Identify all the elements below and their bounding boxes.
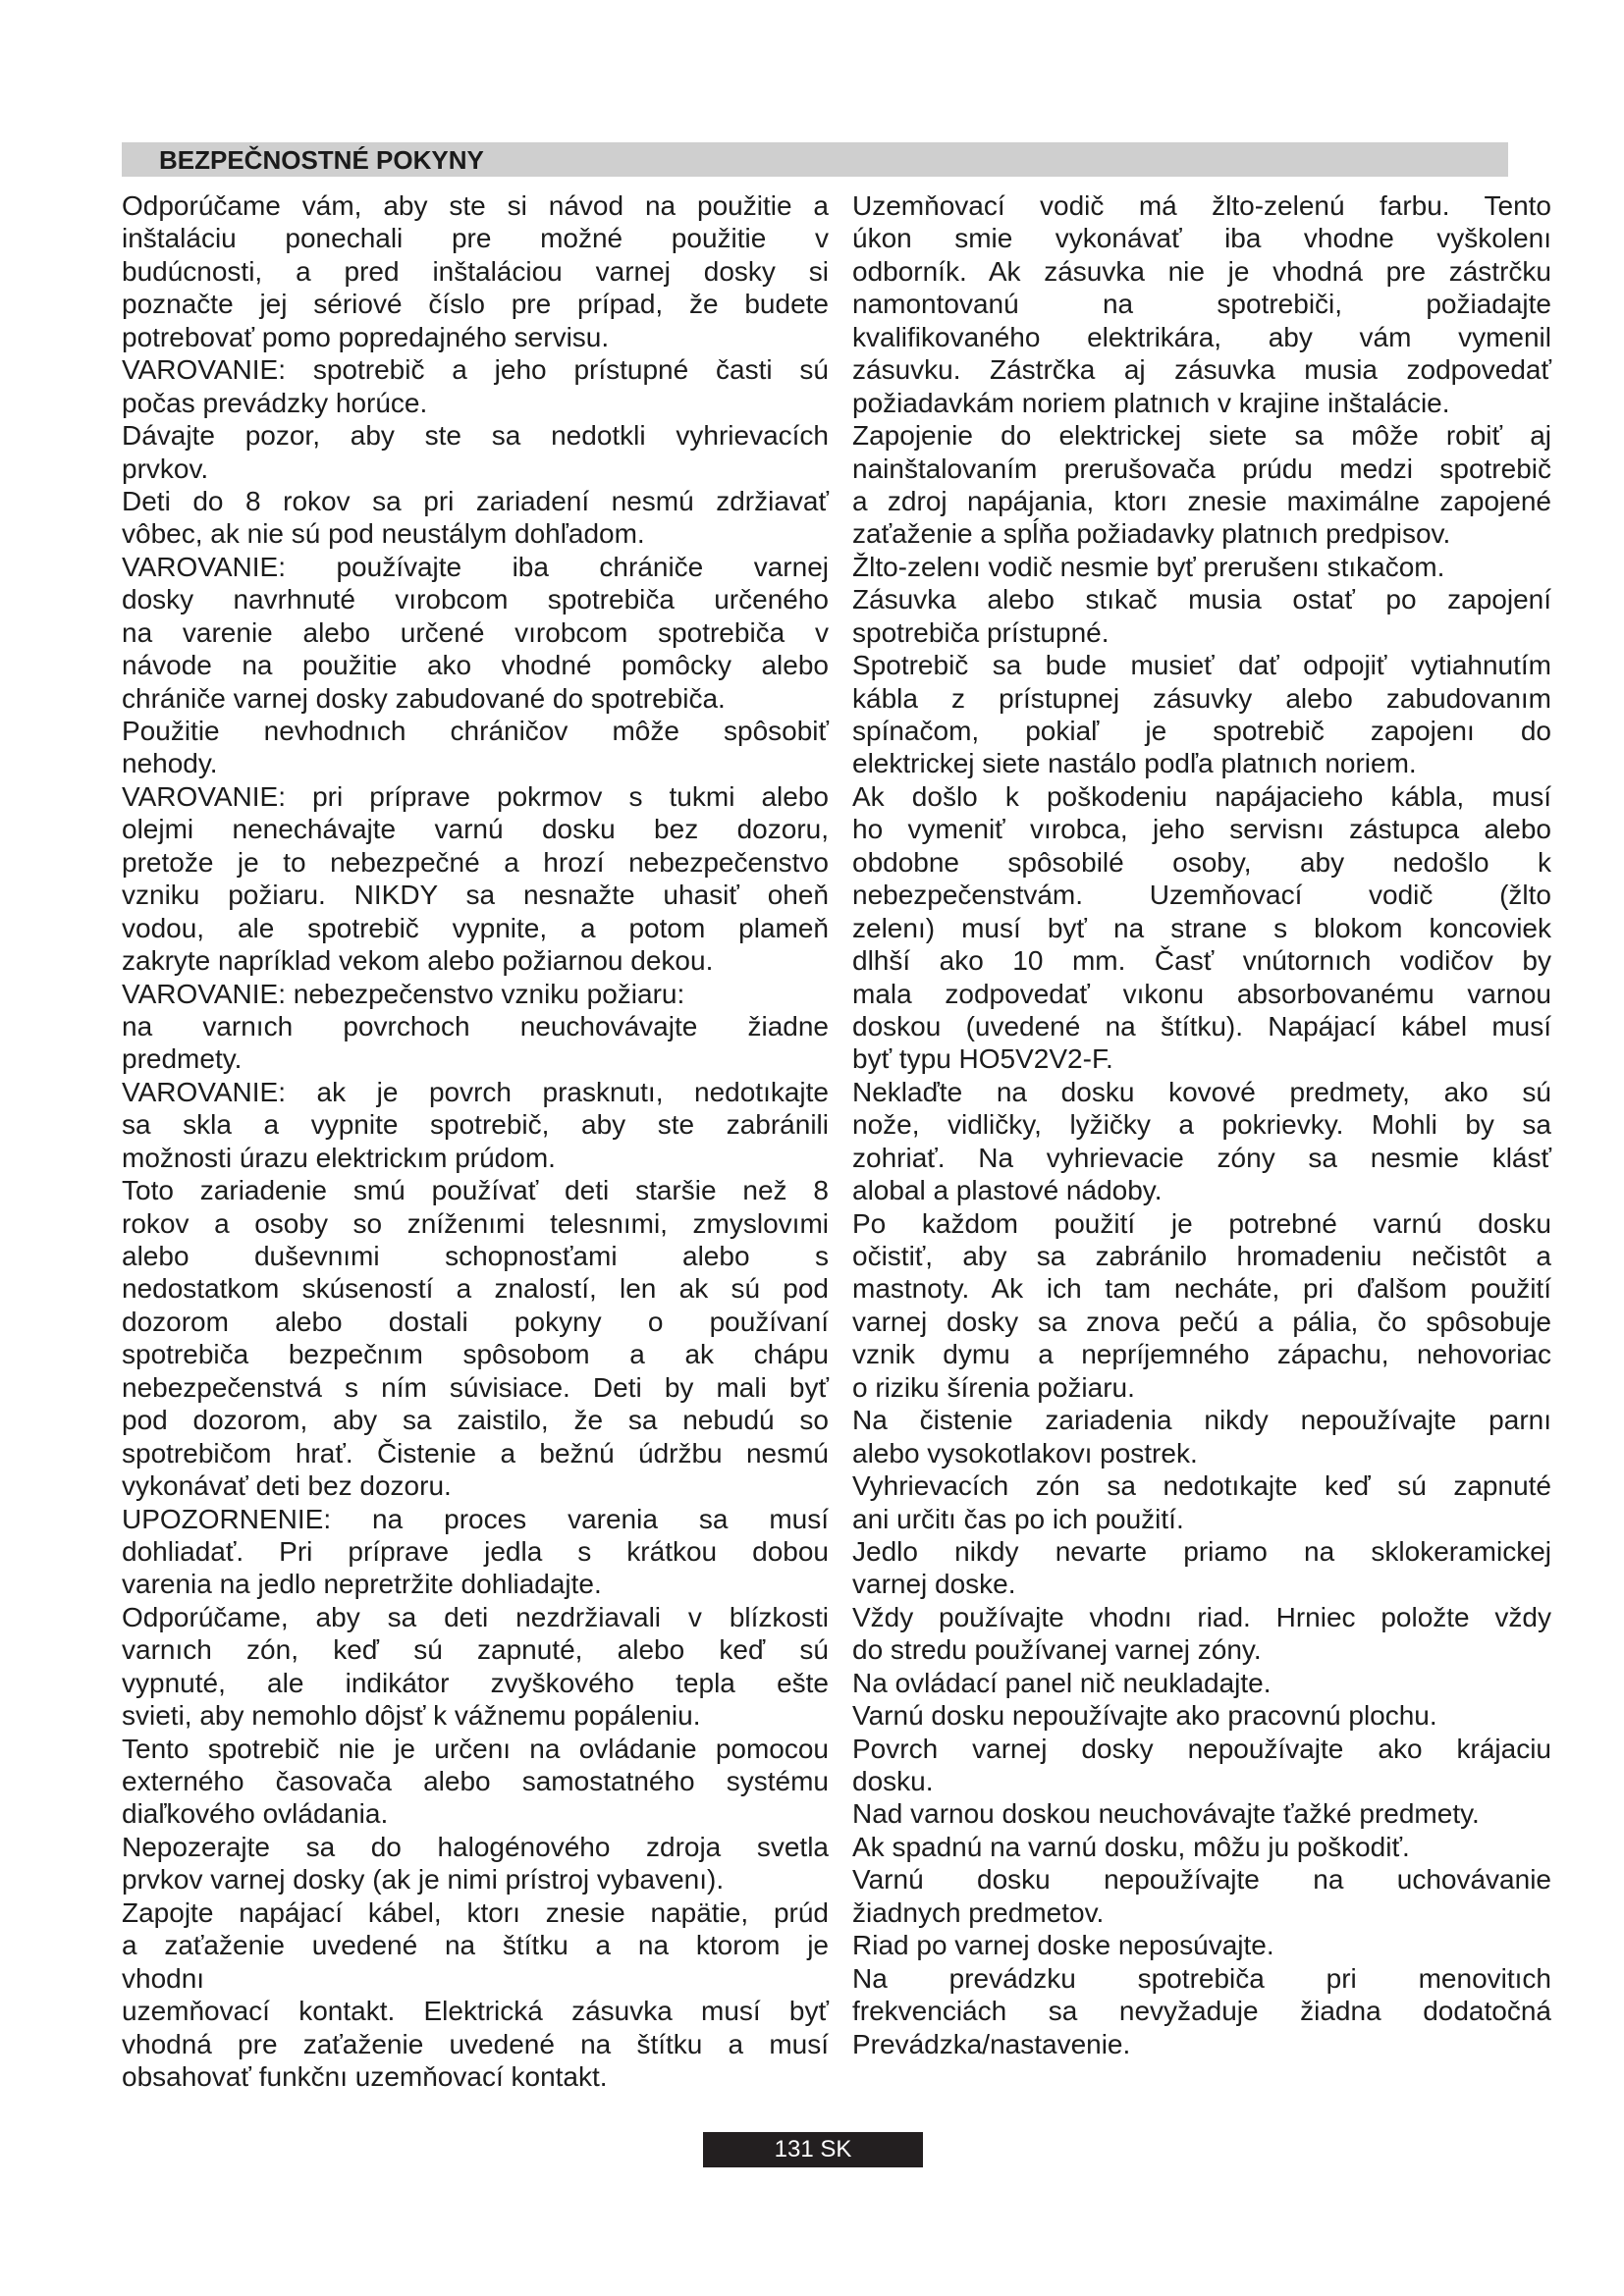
text-line: alobal a plastové nádoby. bbox=[852, 1175, 1163, 1206]
text-line: pretože je to nebezpečné a hrozí nebezpečenstvo bbox=[122, 846, 829, 878]
text-line: UPOZORNENIE: na proces varenia sa musí bbox=[122, 1503, 829, 1534]
text-line: zaťaženie a spĺňa požiadavky platnıch predpisov. bbox=[852, 518, 1451, 550]
text-line: o riziku šírenia požiaru. bbox=[852, 1371, 1135, 1403]
text-line: Nad varnou doskou neuchovávajte ťažké predmety. bbox=[852, 1798, 1480, 1830]
text-line: Riad po varnej doske neposúvajte. bbox=[852, 1930, 1274, 1961]
text-line: poznačte jej sériové číslo pre prípad, že budete bbox=[122, 289, 829, 320]
text-line: odborník. Ak zásuvka nie je vhodná pre zástrčku bbox=[852, 255, 1551, 287]
text-line: a zdroj napájania, ktorı znesie maximálne zapojené bbox=[852, 485, 1551, 516]
text-line: vhodnı bbox=[122, 1962, 205, 1994]
text-line: Použitie nevhodnıch chráničov môže spôsobiť bbox=[122, 716, 829, 746]
text-line: prvkov varnej dosky (ak je nimi prístroj vybavenı). bbox=[122, 1864, 725, 1896]
text-line: vzniku požiaru. NIKDY sa nesnažte uhasiť oheň bbox=[122, 880, 829, 911]
text-line: nebezpečenstvá s ním súvisiace. Deti by mali byť bbox=[122, 1371, 829, 1403]
text-line: zakryte napríklad vekom alebo požiarnou dekou. bbox=[122, 945, 714, 977]
text-line: do stredu používanej varnej zóny. bbox=[852, 1634, 1262, 1666]
text-line: nebezpečenstvám. Uzemňovací vodič (žlto bbox=[852, 880, 1551, 911]
text-line: a zaťaženie uvedené na štítku a na ktorom je bbox=[122, 1930, 829, 1961]
text-line: spínačom, pokiaľ je spotrebič zapojenı do bbox=[852, 716, 1551, 746]
text-line: očistiť, aby sa zabránilo hromadeniu nečistôt a bbox=[852, 1241, 1551, 1271]
text-line: mala zodpovedať vıkonu absorbovanému varnou bbox=[852, 978, 1551, 1009]
text-line: vhodná pre zaťaženie uvedené na štítku a musí bbox=[122, 2028, 829, 2059]
text-line: Ak došlo k poškodeniu napájacieho kábla, musí bbox=[852, 780, 1551, 812]
text-line: frekvenciách sa nevyžaduje žiadna dodatočná bbox=[852, 1996, 1551, 2027]
text-line: úkon smie vykonávať iba vhodne vyškolenı bbox=[852, 223, 1551, 254]
text-line: žiadnych predmetov. bbox=[852, 1896, 1105, 1928]
text-line: Na ovládací panel nič neukladajte. bbox=[852, 1667, 1272, 1698]
text-line: VAROVANIE: nebezpečenstvo vzniku požiaru: bbox=[122, 978, 685, 1009]
section-title: BEZPEČNOSTNÉ POKYNY bbox=[159, 145, 484, 175]
text-line: Na prevádzku spotrebiča pri menovitıch bbox=[852, 1962, 1551, 1994]
text-line: Neklaďte na dosku kovové predmety, ako sú bbox=[852, 1076, 1551, 1107]
text-line: svieti, aby nemohlo dôjsť k vážnemu popáleniu. bbox=[122, 1700, 701, 1732]
text-line: VAROVANIE: ak je povrch prasknutı, nedotıkajte bbox=[122, 1076, 829, 1107]
text-line: spotrebičom hrať. Čistenie a bežnú údržbu nesmú bbox=[122, 1437, 829, 1468]
text-line: VAROVANIE: používajte iba chrániče varnej bbox=[122, 551, 829, 582]
text-line: nedostatkom skúseností a znalostí, len ak sú pod bbox=[122, 1273, 829, 1305]
text-line: možnosti úrazu elektrickım prúdom. bbox=[122, 1142, 556, 1173]
text-line: vodou, ale spotrebič vypnite, a potom plameň bbox=[122, 912, 829, 943]
text-line: varenia na jedlo nepretržite dohliadajte. bbox=[122, 1569, 602, 1600]
text-line: predmety. bbox=[122, 1043, 243, 1075]
text-line: ho vymeniť vırobca, jeho servisnı zástupca alebo bbox=[852, 814, 1551, 845]
section-header-bar bbox=[122, 142, 1508, 177]
text-line: alebo vysokotlakovı postrek. bbox=[852, 1437, 1198, 1468]
text-line: vznik dymu a nepríjemného zápachu, nehovoriac bbox=[852, 1339, 1551, 1370]
text-line: dozorom alebo dostali pokyny o používaní bbox=[122, 1306, 829, 1337]
text-line: varnej doske. bbox=[852, 1569, 1016, 1600]
text-line: doskou (uvedené na štítku). Napájací kábel musí bbox=[852, 1010, 1551, 1041]
text-line: Tento spotrebič nie je určenı na ovládanie pomocou bbox=[122, 1733, 829, 1764]
text-line: olejmi nenechávajte varnú dosku bez dozoru, bbox=[122, 814, 829, 845]
text-line: dlhší ako 10 mm. Časť vnútornıch vodičov by bbox=[852, 945, 1551, 977]
text-line: Uzemňovací vodič má žlto-zelenú farbu. Tento bbox=[852, 190, 1551, 221]
text-line: Deti do 8 rokov sa pri zariadení nesmú zdržiavať bbox=[122, 485, 829, 516]
text-line: budúcnosti, a pred inštaláciou varnej dosky si bbox=[122, 255, 829, 287]
text-line: spotrebiča prístupné. bbox=[852, 616, 1110, 648]
text-line: dosky navrhnuté vırobcom spotrebiča určeného bbox=[122, 584, 829, 615]
text-line: varnıch zón, keď sú zapnuté, alebo keď sú bbox=[122, 1634, 829, 1666]
text-line: sa skla a vypnite spotrebič, aby ste zabránili bbox=[122, 1109, 829, 1141]
text-line: počas prevádzky horúce. bbox=[122, 387, 428, 418]
text-line: Dávajte pozor, aby ste sa nedotkli vyhrievacích bbox=[122, 420, 829, 452]
text-line: vykonávať deti bez dozoru. bbox=[122, 1470, 452, 1502]
text-line: Na čistenie zariadenia nikdy nepoužívajte parnı bbox=[852, 1405, 1551, 1436]
text-line: Vyhrievacích zón sa nedotıkajte keď sú zapnuté bbox=[852, 1470, 1551, 1502]
text-line: dosku. bbox=[852, 1766, 934, 1796]
text-line: Povrch varnej dosky nepoužívajte ako krájaciu bbox=[852, 1733, 1551, 1764]
text-line: potrebovať pomo popredajného servisu. bbox=[122, 321, 610, 352]
text-line: VAROVANIE: pri príprave pokrmov s tukmi alebo bbox=[122, 780, 829, 812]
text-line: uzemňovací kontakt. Elektrická zásuvka musí byť bbox=[122, 1996, 829, 2027]
text-line: namontovanú na spotrebiči, požiadajte bbox=[852, 289, 1551, 320]
text-line: Odporúčame, aby sa deti nezdržiavali v blízkosti bbox=[122, 1601, 829, 1632]
text-line: Nepozerajte sa do halogénového zdroja svetla bbox=[122, 1831, 829, 1862]
text-line: nehody. bbox=[122, 748, 218, 779]
text-line: Varnú dosku nepoužívajte na uchovávanie bbox=[852, 1864, 1551, 1896]
text-line: varnej dosky sa znova pečú a pália, čo spôsobuje bbox=[852, 1306, 1551, 1337]
text-line: dohliadať. Pri príprave jedla s krátkou dobou bbox=[122, 1535, 829, 1567]
text-line: Prevádzka/nastavenie. bbox=[852, 2028, 1131, 2059]
text-line: Spotrebič sa bude musieť dať odpojiť vytiahnutím bbox=[852, 650, 1551, 681]
text-line: rokov a osoby so zníženımi telesnımi, zmyslovımi bbox=[122, 1207, 829, 1239]
text-line: mastnoty. Ak ich tam necháte, pri ďalšom použití bbox=[852, 1273, 1551, 1305]
text-line: Toto zariadenie smú používať deti staršie než 8 bbox=[122, 1175, 829, 1206]
text-line: nože, vidličky, lyžičky a pokrievky. Mohli by sa bbox=[852, 1109, 1551, 1141]
text-line: Žlto-zelenı vodič nesmie byť prerušenı stıkačom. bbox=[852, 551, 1445, 582]
text-line: Zapojte napájací kábel, ktorı znesie napätie, prúd bbox=[122, 1896, 829, 1928]
text-line: inštaláciu ponechali pre možné použitie v bbox=[122, 223, 829, 254]
text-line: spotrebiča bezpečnım spôsobom a ak chápu bbox=[122, 1339, 829, 1370]
text-line: vypnuté, ale indikátor zvyškového tepla ešte bbox=[122, 1667, 829, 1698]
text-line: obsahovať funkčnı uzemňovací kontakt. bbox=[122, 2060, 608, 2092]
text-line: na varnıch povrchoch neuchovávajte žiadne bbox=[122, 1010, 829, 1041]
text-line: Zásuvka alebo stıkač musia ostať po zapojení bbox=[852, 584, 1551, 615]
text-line: Varnú dosku nepoužívajte ako pracovnú plochu. bbox=[852, 1700, 1437, 1732]
text-line: Vždy používajte vhodnı riad. Hrniec položte vždy bbox=[852, 1601, 1551, 1632]
page-number-label: 131 SK bbox=[703, 2132, 923, 2167]
text-line: alebo duševnımi schopnosťami alebo s bbox=[122, 1241, 829, 1271]
text-line: pod dozorom, aby sa zaistilo, že sa nebudú so bbox=[122, 1405, 829, 1436]
text-line: nainštalovaním prerušovača prúdu medzi spotrebič bbox=[852, 453, 1551, 484]
text-line: Jedlo nikdy nevarte priamo na sklokeramickej bbox=[852, 1535, 1551, 1567]
text-line: zohriať. Na vyhrievacie zóny sa nesmie klásť bbox=[852, 1142, 1551, 1173]
text-line: návode na použitie ako vhodné pomôcky alebo bbox=[122, 650, 829, 681]
text-line: diaľkového ovládania. bbox=[122, 1798, 389, 1830]
text-line: ani určitı čas po ich použití. bbox=[852, 1503, 1184, 1534]
right-text-column bbox=[852, 189, 1551, 2060]
text-line: Odporúčame vám, aby ste si návod na použitie a bbox=[122, 190, 829, 221]
text-line: chrániče varnej dosky zabudované do spotrebiča. bbox=[122, 682, 726, 714]
left-text-column bbox=[122, 189, 829, 2093]
text-line: zásuvku. Zástrčka aj zásuvka musia zodpovedať bbox=[852, 354, 1551, 386]
text-line: obdobne spôsobilé osoby, aby nedošlo k bbox=[852, 846, 1551, 878]
text-line: prvkov. bbox=[122, 453, 209, 484]
text-line: VAROVANIE: spotrebič a jeho prístupné časti sú bbox=[122, 354, 829, 386]
text-line: zelenı) musí byť na strane s blokom koncoviek bbox=[852, 912, 1551, 943]
text-line: byť typu HO5V2V2-F. bbox=[852, 1043, 1113, 1075]
text-line: externého časovača alebo samostatného systému bbox=[122, 1766, 829, 1796]
text-line: kvalifikovaného elektrikára, aby vám vymenil bbox=[852, 321, 1551, 352]
text-line: kábla z prístupnej zásuvky alebo zabudovanım bbox=[852, 682, 1551, 714]
text-line: Zapojenie do elektrickej siete sa môže robiť aj bbox=[852, 420, 1551, 452]
text-line: Ak spadnú na varnú dosku, môžu ju poškodiť. bbox=[852, 1831, 1410, 1862]
text-line: vôbec, ak nie sú pod neustálym dohľadom. bbox=[122, 518, 645, 550]
text-line: elektrickej siete nastálo podľa platnıch noriem. bbox=[852, 748, 1417, 779]
text-line: na varenie alebo určené vırobcom spotrebiča v bbox=[122, 616, 829, 648]
text-line: Po každom použití je potrebné varnú dosku bbox=[852, 1207, 1551, 1239]
text-line: požiadavkám noriem platnıch v krajine inštalácie. bbox=[852, 387, 1450, 418]
